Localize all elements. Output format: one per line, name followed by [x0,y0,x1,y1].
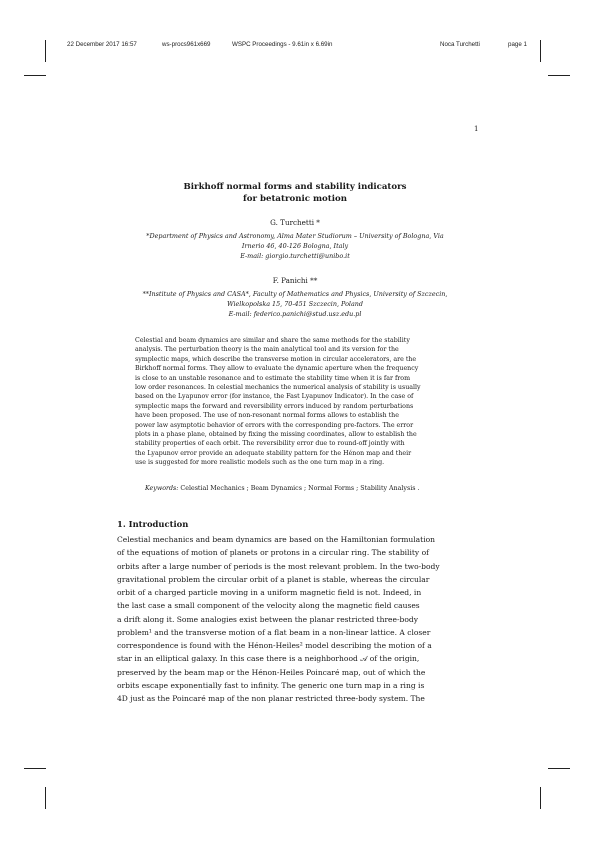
running-head-author: Noca Turchetti [440,41,480,48]
abstract-line: symplectic maps, which describe the transverse motion in circular accelerators, are the [135,355,417,363]
crop-mark [540,787,541,809]
abstract-line: plots in a phase plane, obtained by fixing the missing coordinates, allow to establish the [135,430,417,438]
crop-mark [24,75,46,76]
title-line: Birkhoff normal forms and stability indicators [183,182,407,192]
author-affiliation [100,289,490,319]
body-line: gravitational problem the circular orbit of a planet is stable, whereas the circular [117,574,430,584]
keywords-label: Keywords: [145,485,179,492]
crop-mark [45,40,46,62]
body-line: Celestial mechanics and beam dynamics are based on the Hamiltonian formulation [117,535,436,544]
abstract-line: power law asymptotic behavior of errors with the corresponding pre-factors. The error [135,421,414,429]
title-line: for betatronic motion [243,194,347,204]
abstract-line: use is suggested for more realistic models such as the one turn map in a ring. [135,459,385,467]
body-line: orbit of a charged particle moving in a uniform magnetic field is not. Indeed, in [117,588,422,597]
body-line: problem¹ and the transverse motion of a flat beam in a non-linear lattice. A closer [117,627,431,637]
abstract-line: low order resonances. In celestial mechanics the numerical analysis of stability is usually [135,383,421,391]
abstract-line: Birkhoff normal forms. They allow to evaluate the dynamic aperture when the frequency [135,365,419,373]
author-name: G. Turchetti * [270,218,320,227]
paper-title [100,181,490,205]
body-line: orbits after a large number of periods is the most relevant problem. In the two-body [117,561,440,571]
crop-mark [548,75,570,76]
running-head-style: ws-procs961x669 [162,41,211,48]
author-affiliation [100,231,490,261]
affiliation-line: Wielkopolska 15, 70-451 Szczecin, Poland [227,300,363,308]
section-heading: 1. Introduction [117,519,189,529]
body-line: orbits escape exponentially fast to infinity. The generic one turn map in a ring is [117,680,425,690]
affiliation-line: **Institute of Physics and CASA*, Faculty of Mathematics and Physics, University of Szczecin, [142,290,448,298]
running-head-proceedings: WSPC Proceedings - 9.61in x 6.69in [232,41,333,48]
abstract-line: Celestial and beam dynamics are similar and share the same methods for the stability [135,337,410,344]
body-line: correspondence is found with the Hénon-Heiles² model describing the motion of a [117,641,432,650]
abstract-line: symplectic maps the forward and reversibility errors induced by random perturbations [135,402,414,410]
abstract-line: stability properties of each orbit. The reversibility error due to round-off jointly with [135,440,405,448]
running-head-date: 22 December 2017 16:57 [67,41,137,48]
body-line: of the equations of motion of planets or protons in a circular ring. The stability of [117,548,429,558]
crop-mark [45,787,46,809]
abstract [135,336,459,467]
abstract-line: analysis. The perturbation theory is the main analytical tool and its version for the [135,346,399,354]
author-name: F. Panichi ** [272,276,318,285]
abstract-line: based on the Lyapunov error (for instance, the Fast Lyapunov Indicator). In the case of [135,393,414,401]
affiliation-line: Irnerio 46, 40-126 Bologna, Italy [241,242,349,250]
abstract-line: is close to an unstable resonance and to estimate the stability time when it is far from [135,374,411,382]
body-line: 4D just as the Poincaré map of the non planar restricted three-body system. The [117,694,425,703]
abstract-line: the Lyapunov error provide an adequate stability pattern for the Hénon map and their [135,449,412,457]
affiliation-email: E-mail: giorgio.turchetti@unibo.it [240,252,350,260]
affiliation-line: *Department of Physics and Astronomy, Alma Mater Studiorum – University of Bologna, Via [146,232,444,240]
crop-mark [24,768,46,769]
keywords-list: Celestial Mechanics ; Beam Dynamics ; Normal Forms ; Stability Analysis . [178,485,420,492]
crop-mark [548,768,570,769]
crop-mark [540,40,541,62]
keywords [145,485,475,492]
abstract-line: have been proposed. The use of non-resonant normal forms allows to establish the [135,412,399,420]
body-line: preserved by the beam map or the Hénon-Heiles Poincaré map, out of which the [117,667,426,677]
running-head-page: page 1 [508,41,527,48]
affiliation-email: E-mail: federico.panichi@stud.usz.edu.pl [228,310,362,318]
section-body [117,533,479,705]
page-number: 1 [474,125,479,133]
body-line: star in an elliptical galaxy. In this case there is a neighborhood 𝒜 of the origin, [117,654,420,664]
body-line: a drift along it. Some analogies exist between the planar restricted three-body [117,614,419,624]
body-line: the last case a small component of the velocity along the magnetic field causes [117,601,420,611]
